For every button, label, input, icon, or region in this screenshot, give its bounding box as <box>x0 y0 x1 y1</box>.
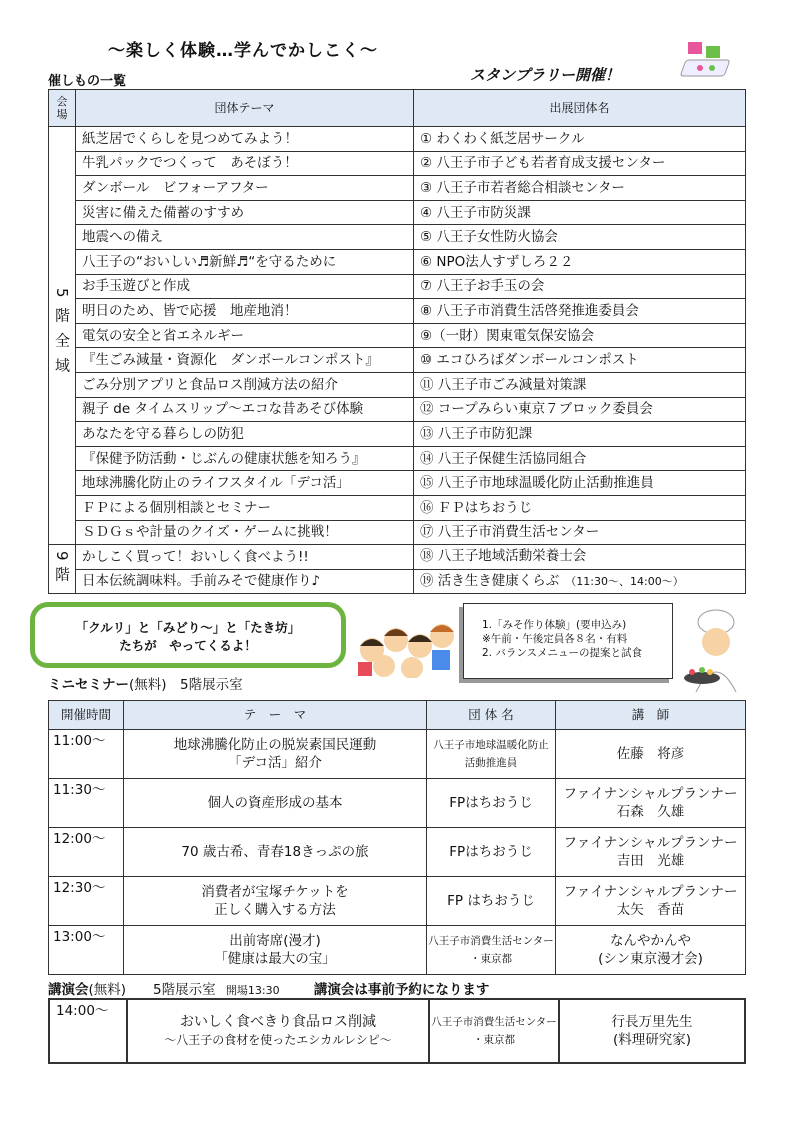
lecture-title: 講演会 <box>48 982 89 998</box>
note-line3: 2. バランスメニューの提案と試食 <box>482 647 643 659</box>
seminar-theme-line: 「健康は最大の宝」 <box>214 951 336 967</box>
seminar-speaker-line: 佐藤 将彦 <box>616 746 685 762</box>
event-theme: 災害に備えた備蓄のすすめ <box>76 200 414 225</box>
event-exhibitor: ⑰ 八王子市消費生活センター <box>414 520 746 545</box>
table-row <box>49 422 746 447</box>
table-row <box>49 225 746 250</box>
event-theme: 親子 de タイムスリップ～エコな昔あそび体験 <box>76 397 414 422</box>
seminar-time <box>49 877 124 926</box>
table-row <box>49 348 746 373</box>
event-exhibitor: ⑩ エコひろばダンボールコンポスト <box>414 348 746 373</box>
events-table <box>48 89 746 594</box>
col-venue: 会 場 <box>49 90 76 127</box>
seminar-theme-line: 出前寄席(漫才) <box>229 933 321 949</box>
event-exhibitor: ⑦ 八王子お手玉の会 <box>414 274 746 299</box>
table-row <box>49 471 746 496</box>
lecture-venue: (無料) 5階展示室 <box>88 982 216 998</box>
lecture-speaker-name: 行長万里先生 <box>611 1014 693 1030</box>
event-exhibitor: ⑭ 八王子保健生活協同組合 <box>414 446 746 471</box>
event-theme: 『生ごみ減量・資源化 ダンボールコンポスト』 <box>76 348 414 373</box>
lecture-theme <box>127 999 429 1063</box>
event-exhibitor: ⑫ コープみらい東京７ブロック委員会 <box>414 397 746 422</box>
table-row <box>49 274 746 299</box>
table-row <box>49 495 746 520</box>
event-exhibitor: ① わくわく紙芝居サークル <box>414 127 746 152</box>
seminar-speaker-line: ファイナンシャルプランナー <box>563 835 738 851</box>
exhibitor-name: ⑱ 八王子地域活動栄養士会 <box>420 548 587 565</box>
event-exhibitor: ③ 八王子市若者総合相談センター <box>414 176 746 201</box>
seminar-speaker-line: ファイナンシャルプランナー <box>563 884 738 900</box>
event-exhibitor: ⑪ 八王子市ごみ減量対策課 <box>414 372 746 397</box>
mascot-callout <box>30 602 346 668</box>
seminar-theme <box>124 828 427 877</box>
seminar-org-line: FPはちおうじ <box>449 795 533 811</box>
seminar-theme-line: 70 歳古希、青春18きっぷの旅 <box>181 844 369 860</box>
seminar-org <box>427 926 556 975</box>
lecture-table <box>48 998 746 1064</box>
lecture-speaker <box>559 999 745 1063</box>
event-exhibitor: ⑬ 八王子市防犯課 <box>414 422 746 447</box>
event-theme: 日本伝統調味料。手前みそで健康作り♪ <box>76 569 414 594</box>
seminar-speaker-line: 石森 久雄 <box>616 804 685 820</box>
lecture-reservation-note: 講演会は事前予約になります <box>313 982 490 998</box>
seminar-speaker <box>556 877 746 926</box>
seminar-theme <box>124 926 427 975</box>
col-seminar-theme: テ ー マ <box>124 701 427 730</box>
event-theme: 八王子の“おいしい♬新鮮♬“を守るために <box>76 249 414 274</box>
venue-9f: 9階 <box>49 545 76 594</box>
event-theme: ダンボール ビフォーアフター <box>76 176 414 201</box>
event-exhibitor <box>414 569 746 594</box>
seminar-theme-line: 地球沸騰化防止の脱炭素国民運動 <box>173 737 377 753</box>
callout-line1: 「クルリ」と「みどり～」と「たき坊」 <box>75 620 301 635</box>
col-exhibitor: 出展団体名 <box>414 90 746 127</box>
seminar-theme <box>124 730 427 779</box>
table-row <box>49 176 746 201</box>
chef-illustration <box>676 606 748 692</box>
seminar-theme <box>124 779 427 828</box>
event-exhibitor: ⑨（一財）関東電気保安協会 <box>414 323 746 348</box>
event-exhibitor <box>414 545 746 570</box>
event-theme: 明日のため、皆で応援 地産地消！ <box>76 299 414 324</box>
seminar-time <box>49 828 124 877</box>
children-illustration <box>352 606 460 678</box>
table-row <box>49 200 746 225</box>
col-time: 開催時間 <box>49 701 124 730</box>
event-theme: ごみ分別アプリと食品ロス削減方法の紹介 <box>76 372 414 397</box>
callout-line2: たちが やってくるよ！ <box>119 638 257 653</box>
seminar-time-line: 11:30～ <box>53 782 106 798</box>
table-row <box>49 299 746 324</box>
table-row <box>49 127 746 152</box>
seminar-org-line: FP はちおうじ <box>447 893 535 909</box>
lecture-time: 14:00～ <box>49 999 127 1063</box>
exhibitor-times: （11:30～、14:00～） <box>565 574 684 588</box>
seminar-row <box>49 828 746 877</box>
venue-5f: 5階全域 <box>49 127 76 545</box>
event-exhibitor: ② 八王子市子ども若者育成支援センター <box>414 151 746 176</box>
seminar-theme-line: 個人の資産形成の基本 <box>207 795 343 811</box>
exhibitor-name: ⑲ 活き生き健康くらぶ <box>420 572 560 589</box>
seminar-table <box>48 700 746 975</box>
event-exhibitor: ⑯ ＦＰはちおうじ <box>414 495 746 520</box>
lecture-opening: 開場13:30 <box>225 984 280 997</box>
seminar-org <box>427 779 556 828</box>
event-theme: 『保健予防活動・じぶんの健康状態を知ろう』 <box>76 446 414 471</box>
seminar-org <box>427 877 556 926</box>
seminar-speaker-line: 吉田 光雄 <box>616 853 685 869</box>
col-theme: 団体テーマ <box>76 90 414 127</box>
seminar-org-line: 活動推進員 <box>464 757 518 769</box>
lecture-org <box>429 999 559 1063</box>
event-theme: かしこく買って！おいしく食べよう!! <box>76 545 414 570</box>
table-row <box>49 151 746 176</box>
event-theme: 電気の安全と省エネルギー <box>76 323 414 348</box>
lecture-theme-sub: ～八王子の食材を使ったエシカルレシピ～ <box>164 1033 392 1047</box>
event-theme: お手玉遊びと作成 <box>76 274 414 299</box>
seminar-speaker-line: (シン東京漫才会) <box>598 951 703 967</box>
seminar-time-line: 12:00～ <box>53 831 106 847</box>
event-theme: あなたを守る暮らしの防犯 <box>76 422 414 447</box>
seminar-time-line: 13:00～ <box>53 929 106 945</box>
table-row <box>49 372 746 397</box>
seminar-theme-line: 「デコ活」紹介 <box>228 755 322 771</box>
seminar-row <box>49 730 746 779</box>
note-line2: ※午前・午後定員各８名・有料 <box>482 633 628 645</box>
seminar-speaker <box>556 779 746 828</box>
table-row <box>49 569 746 594</box>
miso-note <box>463 603 673 679</box>
table-row <box>49 397 746 422</box>
seminar-speaker-line: 太矢 香苗 <box>616 902 685 918</box>
seminar-speaker-line: ファイナンシャルプランナー <box>563 786 738 802</box>
seminar-org-line: 八王子市消費生活センター <box>428 935 554 947</box>
stamp-rally-label: スタンプラリー開催！ <box>470 66 621 84</box>
event-exhibitor: ⑥ NPO法人すずしろ２２ <box>414 249 746 274</box>
table-row <box>49 323 746 348</box>
note-line1: 1.「みそ作り体験」(要申込み) <box>482 619 627 631</box>
seminar-time-line: 11:00～ <box>53 733 106 749</box>
seminar-row <box>49 779 746 828</box>
event-theme: ＦＰによる個別相談とセミナー <box>76 495 414 520</box>
seminar-theme <box>124 877 427 926</box>
col-org: 団 体 名 <box>427 701 556 730</box>
seminar-subtitle: (無料) 5階展示室 <box>129 677 243 693</box>
seminar-row <box>49 926 746 975</box>
event-exhibitor: ⑧ 八王子市消費生活啓発推進委員会 <box>414 299 746 324</box>
seminar-org <box>427 730 556 779</box>
seminar-theme-line: 正しく購入する方法 <box>214 902 336 918</box>
table-row <box>49 446 746 471</box>
seminar-org-line: 八王子市地球温暖化防止 <box>433 739 549 751</box>
lecture-theme-main: おいしく食べきり食品ロス削減 <box>180 1014 376 1030</box>
seminar-org-line: FPはちおうじ <box>449 844 533 860</box>
seminar-theme-line: 消費者が宝塚チケットを <box>201 884 349 900</box>
event-theme: 地球沸騰化防止のライフスタイル「デコ活」 <box>76 471 414 496</box>
event-theme: 地震への備え <box>76 225 414 250</box>
lecture-speaker-title: (料理研究家) <box>612 1032 692 1048</box>
event-theme: 紙芝居でくらしを見つめてみよう！ <box>76 127 414 152</box>
event-exhibitor: ⑮ 八王子市地球温暖化防止活動推進員 <box>414 471 746 496</box>
lecture-org-2: ・東京都 <box>473 1034 515 1046</box>
table-row <box>49 520 746 545</box>
seminar-time <box>49 730 124 779</box>
event-exhibitor: ⑤ 八王子女性防火協会 <box>414 225 746 250</box>
seminar-speaker <box>556 730 746 779</box>
event-theme: 牛乳パックでつくって あそぼう！ <box>76 151 414 176</box>
stamp-card-icon <box>680 38 732 78</box>
seminar-row <box>49 877 746 926</box>
seminar-org <box>427 828 556 877</box>
seminar-speaker <box>556 926 746 975</box>
event-exhibitor: ④ 八王子市防災課 <box>414 200 746 225</box>
lecture-org-1: 八王子市消費生活センター <box>431 1016 557 1028</box>
event-theme: ＳＤＧｓや計量のクイズ・ゲームに挑戦！ <box>76 520 414 545</box>
seminar-org-line: ・東京都 <box>470 953 512 965</box>
lecture-heading <box>48 978 489 998</box>
events-heading: 催しもの一覧 <box>48 74 127 89</box>
seminar-time <box>49 926 124 975</box>
seminar-time-line: 12:30～ <box>53 880 106 896</box>
seminar-time <box>49 779 124 828</box>
page-title: ～楽しく体験…学んでかしこく～ <box>108 41 378 61</box>
seminar-title: ミニセミナー <box>48 677 129 693</box>
table-row <box>49 545 746 570</box>
seminar-speaker <box>556 828 746 877</box>
seminar-speaker-line: なんやかんや <box>610 933 691 949</box>
table-row <box>49 249 746 274</box>
seminar-heading <box>48 673 243 693</box>
col-speaker: 講 師 <box>556 701 746 730</box>
